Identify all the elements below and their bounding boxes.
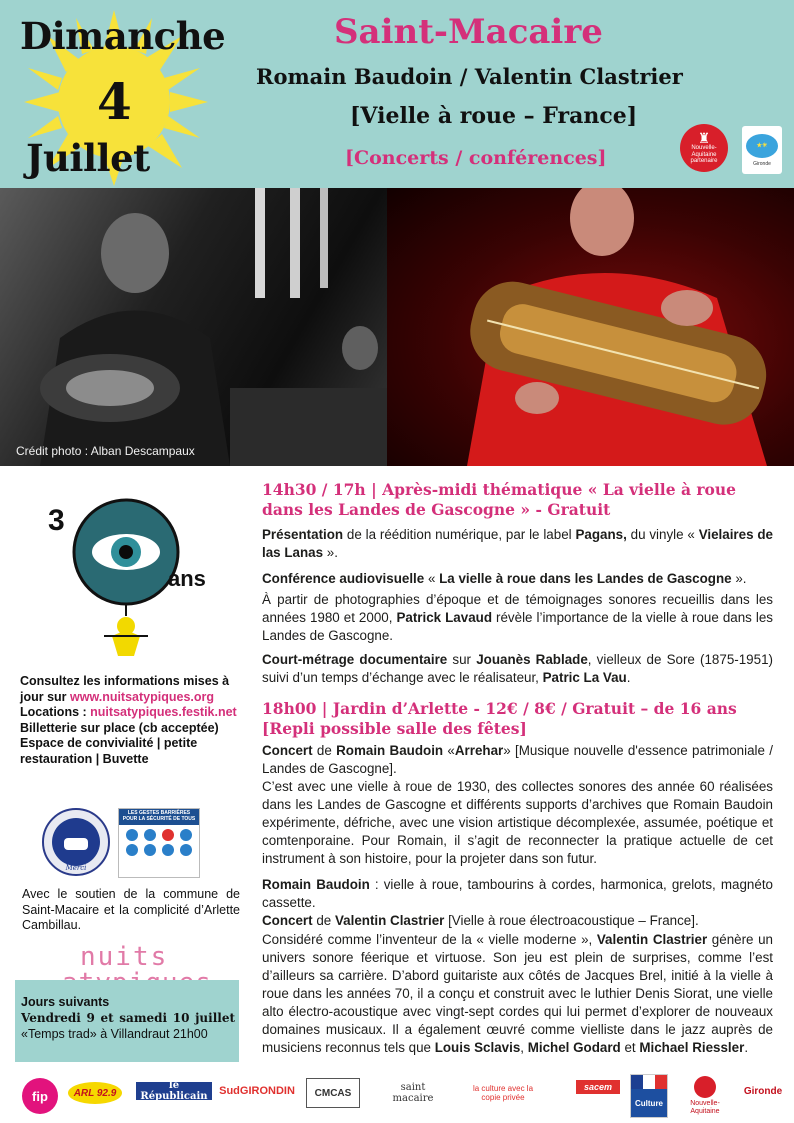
event-artists: Romain Baudoin / Valentin Clastrier: [256, 64, 683, 89]
sponsor-logos-row: [0, 1068, 794, 1123]
support-statement: Avec le soutien de la commune de Saint-Macaire et la complicité d’Arlette Cambillau.: [22, 887, 240, 932]
ticketing-link[interactable]: nuitsatypiques.festik.net: [90, 705, 237, 719]
mask-badge-sign: Merci: [65, 864, 87, 872]
mask-icon: [144, 844, 156, 856]
festival-30-ans-logo: [44, 486, 224, 664]
tissue-icon: [180, 829, 192, 841]
next-days-box: [15, 980, 239, 1062]
french-flag-icon: [631, 1075, 667, 1089]
paragraph-baudoin-instruments: Romain Baudoin : vielle à roue, tambourins à cordes, harmonica, grelots, magnéto cassette.: [262, 877, 773, 910]
copie-privee-logo: la culture avec la copie privée: [472, 1084, 534, 1102]
festival-logo-numeral: 3: [48, 504, 65, 537]
billetterie-text: Billetterie sur place (cb acceptée): [20, 720, 219, 735]
scenes-ete-bubble-icon: ★☀: [746, 134, 778, 158]
paragraph-concert-clastrier: Concert de Valentin Clastrier [Vielle à roue électroacoustique – France].: [262, 913, 699, 928]
header-band: [0, 0, 794, 188]
next-days-event: «Temps trad» à Villandraut 21h00: [21, 1027, 208, 1041]
evening-heading: 18h00 | Jardin d’Arlette - 12€ / 8€ / Gratuit – de 16 ans [Repli possible salle des fêtes]: [262, 699, 737, 738]
info-block: Consultez les informations mises à jour sur www.nuitsatypiques.org Locations : nuitsatypiques.festik.net Billetterie sur place (cb acceptée) Espace de convivialité | petite restauration | Buvette: [20, 674, 237, 766]
photo-left-illustration: [0, 188, 387, 466]
barrier-gestures-title: LES GESTES BARRIÈRES POUR LA SÉCURITÉ DE TOUS: [119, 809, 199, 825]
fip-logo: fip: [22, 1078, 58, 1114]
cmcas-logo: CMCAS: [306, 1078, 360, 1108]
scenes-ete-logo: ★☀ Gironde: [742, 126, 782, 174]
lion-icon: ♜: [697, 130, 711, 147]
no-handshake-icon: [162, 829, 174, 841]
paragraph-clastrier-bio: Considéré comme l’inventeur de la « vielle moderne », Valentin Clastrier génère un univers sonore féerique et virtuose. Son jeu est plein de surprises, comme l’est d’ailleurs sa carrière. D’abord guitariste aux côtés de Jacques Brel, initié à la vielle à roue dans les années 70, il a conçu et construit avec le luthier Denis Siorat, une vielle alto électro-acoustique avec vingt-sept cordes qui lui permet d’explorer de nouveaux domaines musicaux. Il a également œuvré comme vielliste dans le jazz auprès de musiciens reconnus tels que Louis Sclavis, Michel Godard et Michael Riessler.: [262, 932, 774, 1055]
festival-logo-suffix: ans: [168, 566, 206, 591]
next-days-dates: Vendredi 9 et samedi 10 juillet: [21, 1011, 235, 1025]
photo-valentin-clastrier: [387, 188, 794, 466]
ventilate-icon: [162, 844, 174, 856]
barrier-gestures-poster: [118, 808, 200, 878]
mask-mandatory-badge: [42, 808, 110, 876]
paragraph-presentation: Présentation de la réédition numérique, par le label Pagans, du vinyle « Vielaires de las Lanas ».: [262, 527, 773, 560]
photo-band: [0, 188, 794, 466]
event-format: [Concerts / conférences]: [345, 147, 607, 169]
next-days-title: Jours suivants: [21, 995, 110, 1009]
region-lion-icon: [694, 1076, 716, 1098]
wash-hands-icon: [126, 829, 138, 841]
distance-icon: [126, 844, 138, 856]
nouvelle-aquitaine-logo: ♜ Nouvelle-Aquitaine partenaire: [680, 124, 728, 172]
photo-right-illustration: [387, 188, 794, 466]
elbow-cough-icon: [144, 829, 156, 841]
paragraph-photographs: À partir de photographies d’époque et de témoignages sonores recueillis dans les années 1980 et 2000, Patrick Lavaud révèle l’importance de la vielle à roue dans les Landes de Gascogne.: [262, 592, 774, 643]
photo-romain-baudoin: [0, 188, 387, 466]
paragraph-baudoin-bio: C’est avec une vielle à roue de 1930, des collectes sonores des année 60 réalisées dans les Landes de Gascogne et différents supports d’archives que Romain Baudoin expérimente, défriche, avec une vision artistique décomplexée, assumée, poétique et comtenporaine. Pour Romain, il s’agit de reconnecter la pratique actuelle de cet instrument à son histoire, pour la projeter dans son futur.: [262, 779, 773, 866]
website-link[interactable]: www.nuitsatypiques.org: [70, 689, 215, 704]
paragraph-concert-baudoin: Concert de Romain Baudoin «Arrehar» [Musique nouvelle d'essence patrimoniale / Landes de Gascogne].: [262, 743, 773, 776]
nouvelle-aquitaine-sponsor-logo: Nouvelle-Aquitaine: [680, 1074, 730, 1118]
photo-credit: Crédit photo : Alban Descampaux: [16, 444, 195, 458]
event-instrument: [Vielle à roue – France]: [350, 103, 638, 129]
day-name: Dimanche: [20, 14, 226, 58]
month-name: Juillet: [26, 136, 150, 180]
date-number: 4: [97, 72, 132, 131]
nuits-logo-line1: nuits: [80, 942, 169, 972]
sud-girondin-logo: SudGIRONDIN: [219, 1085, 295, 1097]
le-republicain-logo: le Républicain: [136, 1082, 212, 1100]
sacem-logo: sacem: [576, 1080, 620, 1094]
saint-macaire-logo: saint macaire: [392, 1082, 434, 1104]
event-place: Saint-Macaire: [334, 12, 603, 52]
afternoon-heading: 14h30 / 17h | Après-midi thématique « La vielle à roue dans les Landes de Gascogne » - Gratuit: [262, 480, 737, 519]
app-icon: [180, 844, 192, 856]
ministere-culture-logo: Culture: [630, 1074, 668, 1118]
paragraph-conference: Conférence audiovisuelle « La vielle à roue dans les Landes de Gascogne ».: [262, 571, 747, 586]
arl-logo: ARL 92.9: [68, 1082, 122, 1104]
espace-text: Espace de convivialité | petite restauration | Buvette: [20, 736, 198, 766]
gironde-logo: Gironde: [743, 1085, 783, 1097]
paragraph-short-film: Court-métrage documentaire sur Jouanès Rablade, vielleux de Sore (1875-1951) suivi d’un temps d’échange avec le réalisateur, Patric La Vau.: [262, 652, 773, 685]
